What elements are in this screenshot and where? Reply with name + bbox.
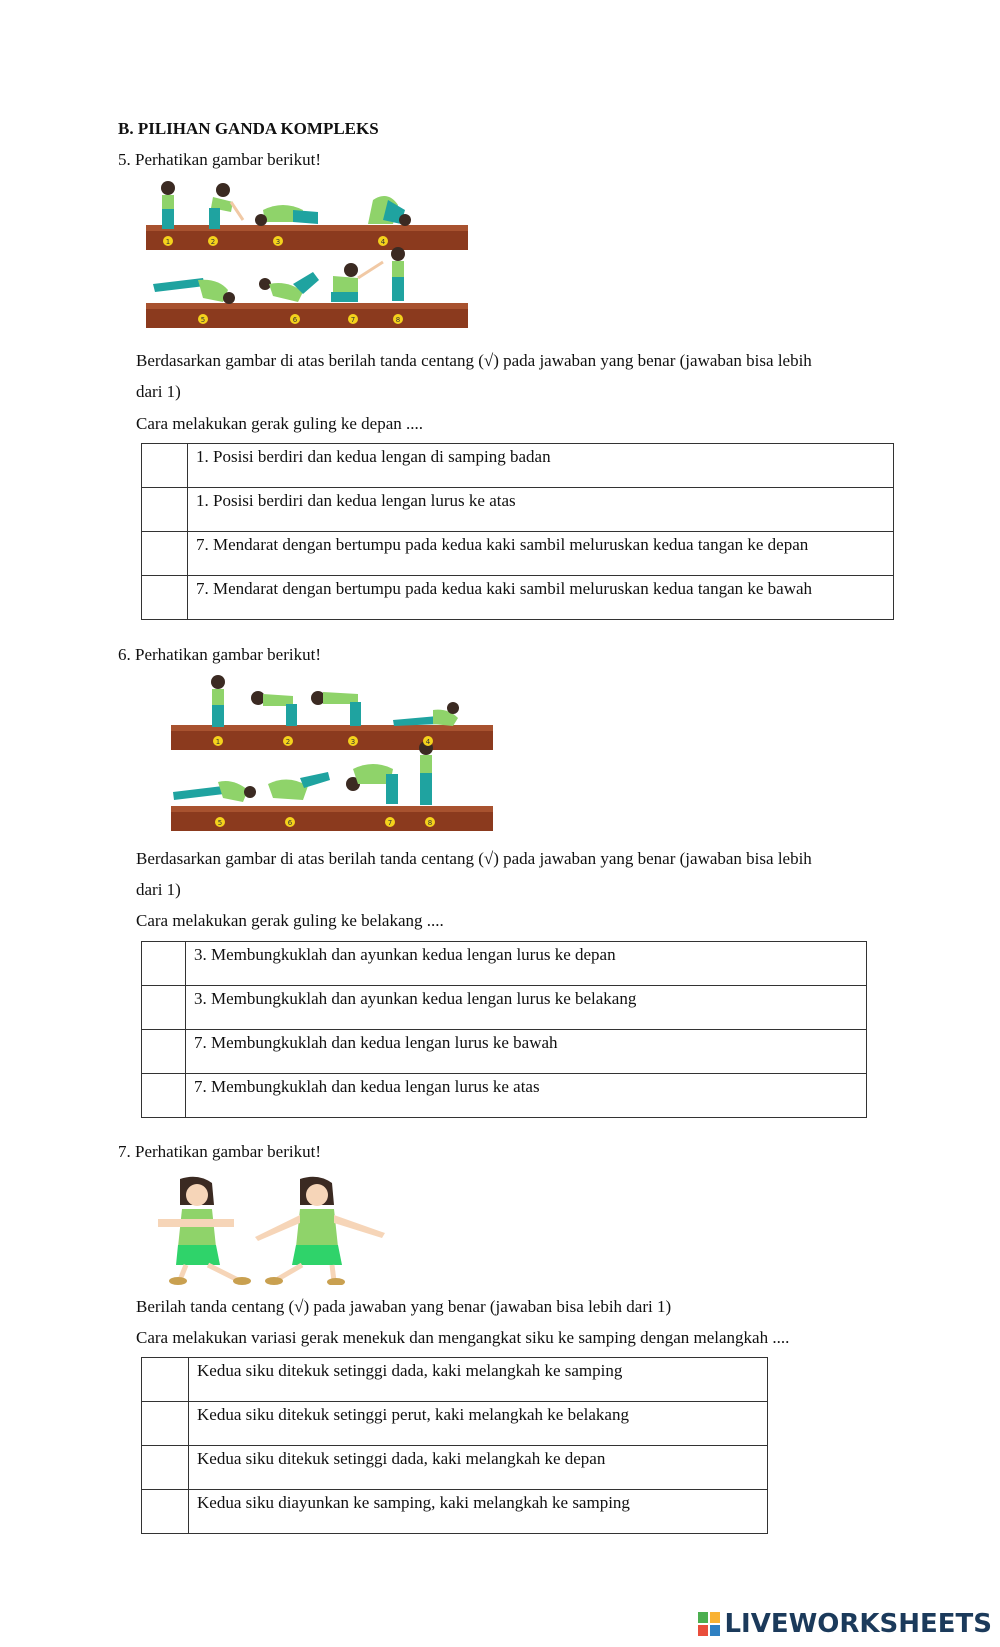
question-6-heading: 6. Perhatikan gambar berikut! [118, 645, 321, 664]
table-row [142, 986, 867, 1030]
figure-8 [419, 741, 433, 805]
question-5-prompt: Cara melakukan gerak guling ke depan .... [136, 414, 424, 433]
table-row [142, 1402, 768, 1446]
backward-roll-illustration [168, 674, 498, 839]
figure-1 [161, 181, 175, 229]
figure-6 [268, 772, 330, 800]
marker-6-label: 6 [287, 819, 293, 827]
logo-mark-icon [698, 1612, 720, 1636]
question-5-instruction-cont: dari 1) [136, 382, 181, 401]
option-label: 1. Posisi berdiri dan kedua lengan lurus ke atas [188, 488, 894, 532]
marker-1-label: 1 [215, 738, 221, 746]
table-row [142, 532, 894, 576]
option-label: 1. Posisi berdiri dan kedua lengan di samping badan [188, 444, 894, 488]
answer-checkbox[interactable] [142, 1358, 189, 1402]
figure-7 [331, 262, 383, 302]
marker-8-label: 8 [395, 316, 401, 324]
marker-5-label: 5 [200, 316, 206, 324]
option-label: 7. Mendarat dengan bertumpu pada kedua kaki sambil meluruskan kedua tangan ke bawah [188, 576, 894, 620]
answer-checkbox[interactable] [142, 488, 188, 532]
marker-3-label: 3 [275, 238, 281, 246]
table-row [142, 1358, 768, 1402]
figure-2 [209, 183, 243, 229]
question-7-heading: 7. Perhatikan gambar berikut! [118, 1142, 321, 1161]
figure-8 [391, 247, 405, 301]
question-7-options [141, 1357, 768, 1534]
answer-checkbox[interactable] [142, 444, 188, 488]
option-label: 3. Membungkuklah dan ayunkan kedua lengan lurus ke depan [186, 942, 867, 986]
figure-3 [311, 691, 361, 726]
question-6-prompt: Cara melakukan gerak guling ke belakang .... [136, 911, 444, 930]
section-title: B. PILIHAN GANDA KOMPLEKS [118, 119, 379, 138]
marker-1-label: 1 [165, 238, 171, 246]
marker-7-label: 7 [350, 316, 356, 324]
answer-checkbox[interactable] [142, 1446, 189, 1490]
answer-checkbox[interactable] [142, 1402, 189, 1446]
figure-6 [259, 272, 319, 302]
option-label: 7. Membungkuklah dan kedua lengan lurus ke atas [186, 1074, 867, 1118]
option-label: 7. Mendarat dengan bertumpu pada kedua kaki sambil meluruskan kedua tangan ke depan [188, 532, 894, 576]
figure-1 [211, 675, 225, 727]
question-7-prompt: Cara melakukan variasi gerak menekuk dan mengangkat siku ke samping dengan melangkah .... [136, 1328, 790, 1347]
option-label: 3. Membungkuklah dan ayunkan kedua lengan lurus ke belakang [186, 986, 867, 1030]
marker-5-label: 5 [217, 819, 223, 827]
figure-4 [368, 196, 411, 226]
answer-checkbox[interactable] [142, 986, 186, 1030]
figure-4 [393, 702, 459, 726]
option-label: Kedua siku ditekuk setinggi perut, kaki melangkah ke belakang [189, 1402, 768, 1446]
table-row [142, 1074, 867, 1118]
figure-5 [153, 278, 235, 304]
question-5-options [141, 443, 894, 620]
question-5-heading: 5. Perhatikan gambar berikut! [118, 150, 321, 169]
table-row [142, 576, 894, 620]
mat-bottom [146, 308, 468, 328]
marker-4-label: 4 [380, 238, 386, 246]
answer-checkbox[interactable] [142, 576, 188, 620]
table-row [142, 1030, 867, 1074]
brand-name: LIVEWORKSHEETS [724, 1609, 992, 1639]
question-6-instruction-cont: dari 1) [136, 880, 181, 899]
table-row [142, 942, 867, 986]
marker-3-label: 3 [350, 738, 356, 746]
table-row [142, 1446, 768, 1490]
answer-checkbox[interactable] [142, 1030, 186, 1074]
table-row [142, 444, 894, 488]
marker-4-label: 4 [425, 738, 431, 746]
option-label: Kedua siku ditekuk setinggi dada, kaki melangkah ke depan [189, 1446, 768, 1490]
marker-6-label: 6 [292, 316, 298, 324]
elbow-bend-illustration [150, 1175, 400, 1285]
question-6-options [141, 941, 867, 1118]
marker-2-label: 2 [285, 738, 291, 746]
figure-elbows-bent [158, 1177, 251, 1285]
option-label: Kedua siku ditekuk setinggi dada, kaki melangkah ke samping [189, 1358, 768, 1402]
forward-roll-illustration [143, 180, 473, 340]
answer-checkbox[interactable] [142, 1490, 189, 1534]
figure-3 [255, 205, 318, 226]
mat-top [146, 230, 468, 250]
table-row [142, 488, 894, 532]
figure-7 [346, 764, 398, 804]
answer-checkbox[interactable] [142, 942, 186, 986]
liveworksheets-logo [698, 1610, 992, 1638]
question-6-instruction: Berdasarkan gambar di atas berilah tanda centang (√) pada jawaban yang benar (jawaban bisa lebih [136, 849, 812, 868]
figure-arms-side [255, 1177, 385, 1285]
option-label: 7. Membungkuklah dan kedua lengan lurus ke bawah [186, 1030, 867, 1074]
figure-2 [251, 691, 297, 726]
question-7-instruction: Berilah tanda centang (√) pada jawaban yang benar (jawaban bisa lebih dari 1) [136, 1297, 672, 1316]
marker-7-label: 7 [387, 819, 393, 827]
table-row [142, 1490, 768, 1534]
answer-checkbox[interactable] [142, 532, 188, 576]
figure-5 [173, 781, 256, 802]
answer-checkbox[interactable] [142, 1074, 186, 1118]
marker-2-label: 2 [210, 238, 216, 246]
option-label: Kedua siku diayunkan ke samping, kaki melangkah ke samping [189, 1490, 768, 1534]
marker-8-label: 8 [427, 819, 433, 827]
question-5-instruction: Berdasarkan gambar di atas berilah tanda centang (√) pada jawaban yang benar (jawaban bisa lebih [136, 351, 812, 370]
